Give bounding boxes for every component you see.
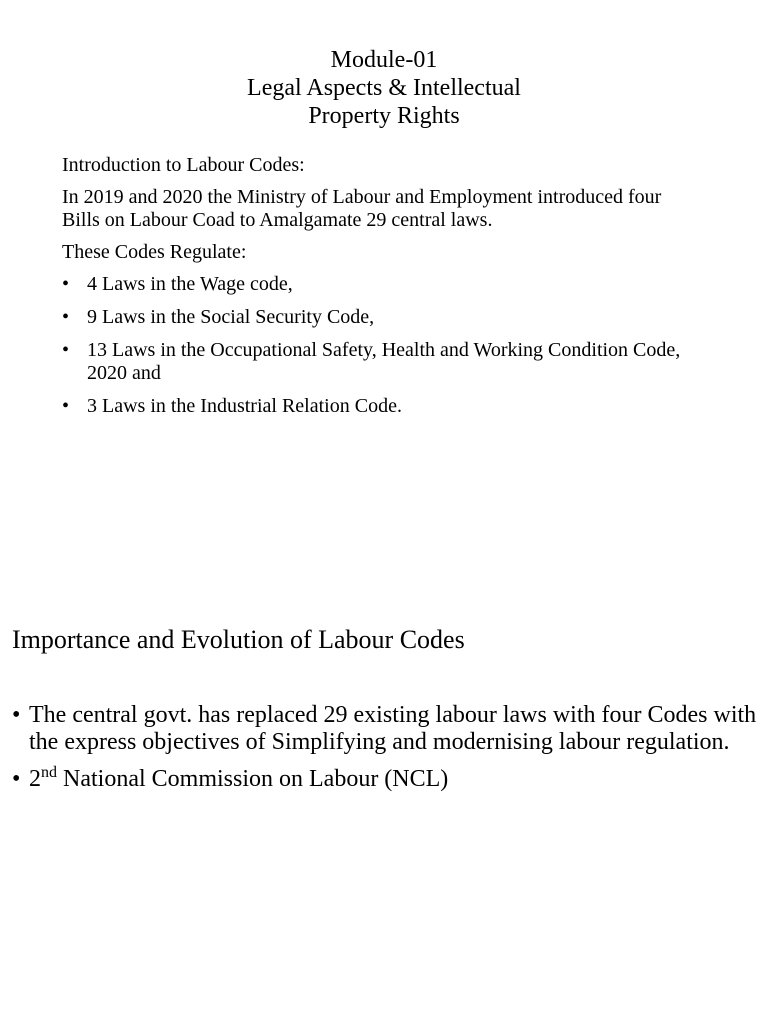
bullet-icon: • [12, 766, 21, 792]
slide-heading: Importance and Evolution of Labour Codes [12, 625, 465, 654]
slide-importance-evolution [0, 600, 768, 1024]
bullet-icon: • [62, 273, 70, 295]
evolution-bullet-list [12, 702, 760, 803]
slide-body [62, 154, 702, 428]
list-item [12, 766, 760, 793]
intro-paragraph: In 2019 and 2020 the Ministry of Labour and Employment introduced four Bills on Labour Coad to Amalgamate 29 central laws. [62, 186, 662, 231]
bullet-icon: • [62, 339, 70, 361]
ordinal-suffix: nd [41, 764, 57, 781]
bullet-icon: • [62, 306, 70, 328]
slide-title [0, 46, 768, 130]
title-line-2: Legal Aspects & Intellectual [247, 75, 521, 101]
list-item-text: The central govt. has replaced 29 existing labour laws with four Codes with the express objectives of Simplifying and modernising labour regulation. [29, 702, 757, 755]
list-item-text: 3 Laws in the Industrial Relation Code. [87, 395, 402, 417]
list-item-text: 9 Laws in the Social Security Code, [87, 306, 375, 328]
regulate-heading: These Codes Regulate: [62, 241, 247, 263]
list-item-text: 4 Laws in the Wage code, [87, 273, 293, 295]
list-item [62, 395, 702, 418]
intro-heading: Introduction to Labour Codes: [62, 154, 305, 176]
ordinal-number: 2 [29, 766, 41, 792]
list-item [12, 702, 760, 756]
list-item [62, 339, 702, 385]
list-item-text: 13 Laws in the Occupational Safety, Health and Working Condition Code, 2020 and [87, 339, 681, 384]
codes-bullet-list [62, 273, 702, 418]
commission-name: National Commission on Labour (NCL) [57, 766, 449, 792]
title-line-1: Module-01 [330, 47, 438, 73]
title-line-3: Property Rights [308, 103, 460, 129]
list-item [62, 306, 702, 329]
list-item-text [29, 766, 448, 792]
bullet-icon: • [62, 395, 70, 417]
list-item [62, 273, 702, 296]
bullet-icon: • [12, 702, 21, 728]
